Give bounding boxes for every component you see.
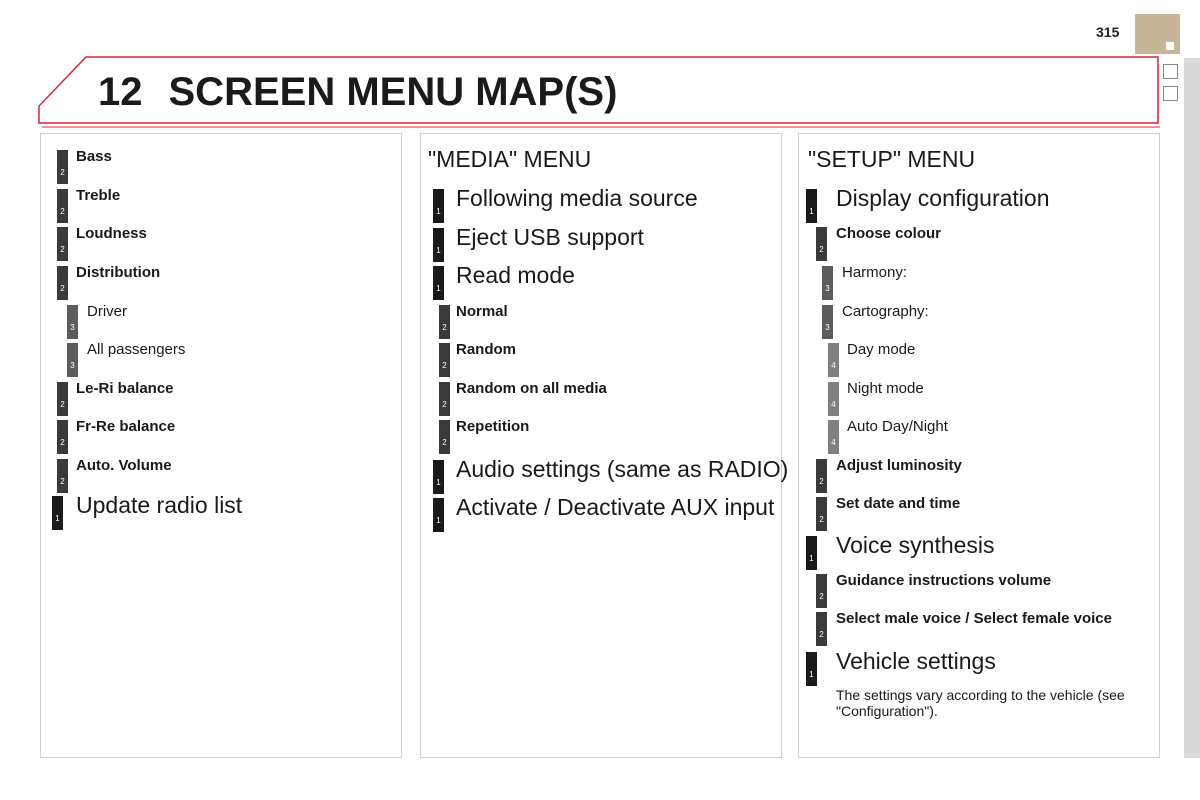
menu-item-select-male-voice-select-female-voice: Select male voice / Select female voice [836,610,1112,627]
chapter-tab [1135,14,1180,54]
menu-item-repetition: Repetition [456,418,530,435]
menu-item-night-mode: Night mode [847,380,924,397]
level-2-badge: 2 [57,382,68,416]
menu-item-harmony: Harmony: [842,264,908,281]
level-2-badge: 2 [57,150,68,184]
level-1-badge: 1 [806,652,817,686]
menu-item-day-mode: Day mode [847,341,916,358]
level-2-badge: 2 [816,612,827,646]
level-2-badge: 2 [439,343,450,377]
menu-item-auto-day-night: Auto Day/Night [847,418,948,435]
level-1-badge: 1 [52,496,63,530]
level-2-badge: 2 [816,497,827,531]
menu-item-choose-colour: Choose colour [836,225,942,242]
level-1-badge: 1 [433,460,444,494]
menu-item-eject-usb-support: Eject USB support [456,224,644,250]
level-2-badge: 2 [816,459,827,493]
menu-item-distribution: Distribution [76,264,161,281]
level-2-badge: 2 [439,420,450,454]
menu-item-le-ri-balance: Le-Ri balance [76,380,174,397]
menu-item-vehicle-settings: Vehicle settings [836,648,996,674]
side-strip [1184,58,1200,758]
level-1-badge: 1 [806,189,817,223]
level-2-badge: 2 [57,420,68,454]
level-1-badge: 1 [806,536,817,570]
checkbox-icon [1163,86,1178,101]
level-2-badge: 2 [439,305,450,339]
level-1-badge: 1 [433,189,444,223]
page-title [98,70,617,115]
title-label: SCREEN MENU MAP(S) [168,70,618,114]
setup-menu-heading: "SETUP" MENU [808,146,976,172]
menu-item-random: Random [456,341,516,358]
level-4-badge: 4 [828,382,839,416]
level-4-badge: 4 [828,343,839,377]
menu-item-read-mode: Read mode [456,262,575,288]
menu-item-treble: Treble [76,187,121,204]
menu-item-bass: Bass [76,148,112,165]
menu-item-activate-deactivate-aux-input: Activate / Deactivate AUX input [456,494,775,520]
level-2-badge: 2 [57,189,68,223]
level-2-badge: 2 [57,459,68,493]
level-1-badge: 1 [433,498,444,532]
level-2-badge: 2 [57,266,68,300]
level-2-badge: 2 [57,227,68,261]
menu-item-adjust-luminosity: Adjust luminosity [836,457,962,474]
settings-note: The settings vary according to the vehicle (see "Configuration"). [836,687,1125,719]
menu-item-normal: Normal [456,303,508,320]
menu-item-loudness: Loudness [76,225,147,242]
level-3-badge: 3 [67,343,78,377]
menu-item-following-media-source: Following media source [456,185,698,211]
menu-item-voice-synthesis: Voice synthesis [836,532,995,558]
media-menu-heading: "MEDIA" MENU [428,146,592,172]
menu-item-auto-volume: Auto. Volume [76,457,172,474]
tab-marker [1166,42,1174,50]
menu-item-random-on-all-media: Random on all media [456,380,607,397]
menu-item-update-radio-list: Update radio list [76,492,243,518]
menu-item-set-date-and-time: Set date and time [836,495,961,512]
menu-item-all-passengers: All passengers [87,341,186,358]
level-3-badge: 3 [822,305,833,339]
checkbox-icon [1163,64,1178,79]
level-2-badge: 2 [816,227,827,261]
level-1-badge: 1 [433,266,444,300]
level-1-badge: 1 [433,228,444,262]
page-number: 315 [1096,24,1120,40]
level-3-badge: 3 [822,266,833,300]
menu-item-fr-re-balance: Fr-Re balance [76,418,176,435]
menu-item-cartography: Cartography: [842,303,929,320]
menu-item-audio-settings-same-as-radio: Audio settings (same as RADIO) [456,456,789,482]
level-3-badge: 3 [67,305,78,339]
menu-item-driver: Driver [87,303,127,320]
menu-item-guidance-instructions-volume: Guidance instructions volume [836,572,1052,589]
level-2-badge: 2 [439,382,450,416]
level-4-badge: 4 [828,420,839,454]
menu-item-display-configuration: Display configuration [836,185,1050,211]
level-2-badge: 2 [816,574,827,608]
chapter-number: 12 [98,70,143,114]
